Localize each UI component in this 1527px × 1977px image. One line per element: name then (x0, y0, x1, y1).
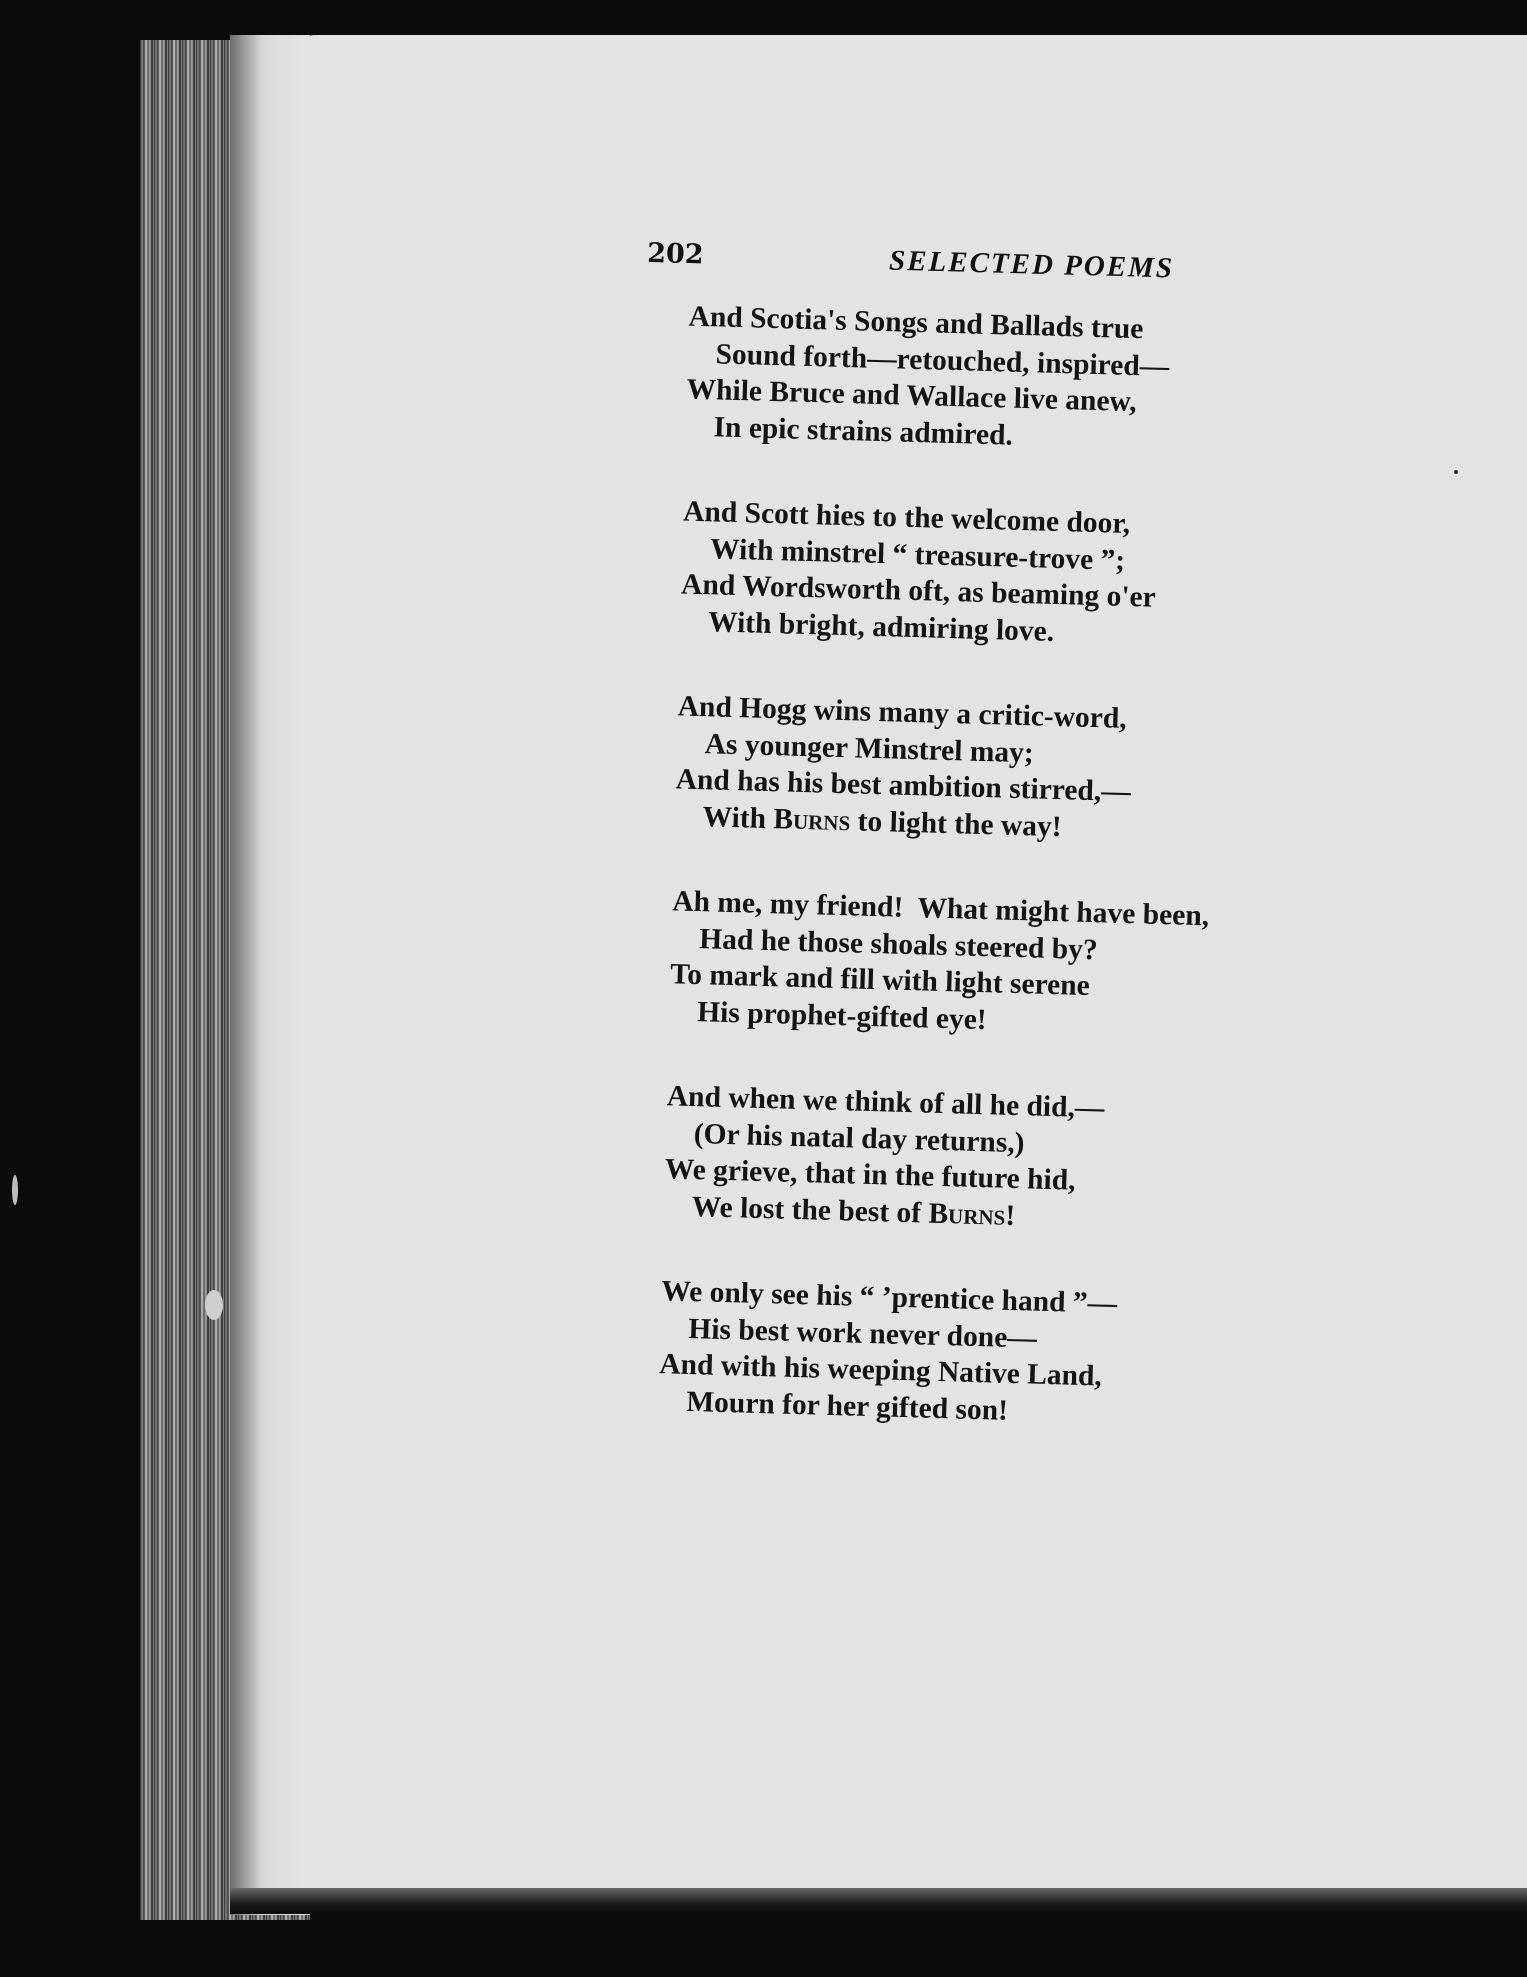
poem-line: With minstrel “ treasure-trove ”; (709, 532, 1126, 577)
poem-line: Had he those shoals steered by? (698, 922, 1099, 966)
poet-name-smallcaps: Burns (928, 1197, 1006, 1232)
page-bottom-edge (230, 1888, 1527, 1914)
poem-line: And Scotia's Songs and Ballads true (688, 300, 1144, 346)
poem-line: And Wordsworth oft, as beaming o'er (680, 568, 1157, 614)
page-stack-edge (230, 35, 310, 1915)
poem-line: In epic strains admired. (713, 410, 1014, 452)
poem-line: Ah me, my friend! What might have been, (671, 885, 1210, 933)
poem-line: And Scott hies to the welcome door, (682, 495, 1131, 540)
poem-line: His best work never done— (687, 1312, 1038, 1355)
scan-speck (1454, 470, 1458, 474)
page-number: 202 (646, 237, 704, 271)
running-head: SELECTED POEMS (888, 244, 1175, 285)
stanza (685, 299, 1409, 465)
stanza (663, 1078, 1387, 1244)
poem-line-text: With (702, 800, 774, 835)
poem-line: And Hogg wins many a critic-word, (677, 690, 1128, 735)
stanza (658, 1273, 1382, 1439)
scan-speck (12, 1175, 18, 1205)
poem-line: And when we think of all he did,— (666, 1080, 1105, 1125)
poem-line: And has his best ambition stirred,— (675, 763, 1132, 809)
stanza (680, 494, 1404, 660)
poem-line: And with his weeping Native Land, (658, 1348, 1103, 1393)
poem-line: (Or his natal day returns,) (693, 1117, 1025, 1159)
stanza (669, 883, 1393, 1049)
poem-line: Sound forth—retouched, inspired— (715, 337, 1170, 383)
poem-line-text: ! (1004, 1199, 1016, 1232)
poem-line: As younger Minstrel may; (704, 727, 1035, 769)
poem-line: We grieve, that in the future hid, (664, 1153, 1076, 1197)
scan-speck (205, 1290, 223, 1320)
poem-line: With bright, admiring love. (707, 605, 1055, 648)
poem-line: His prophet-gifted eye! (696, 995, 988, 1036)
poet-name-smallcaps: Burns (772, 802, 851, 837)
poem-line: To mark and fill with light serene (669, 958, 1091, 1003)
poem-body (656, 299, 1408, 1489)
stanza (674, 688, 1398, 854)
poem-line: Mourn for her gifted son! (685, 1385, 1009, 1427)
poem-line-text: to light the way! (849, 804, 1063, 843)
poem-line: We only see his “ ’prentice hand ”— (660, 1275, 1118, 1320)
poem-line-text: We lost the best of (691, 1190, 929, 1230)
poem-line: While Bruce and Wallace live anew, (686, 373, 1138, 419)
